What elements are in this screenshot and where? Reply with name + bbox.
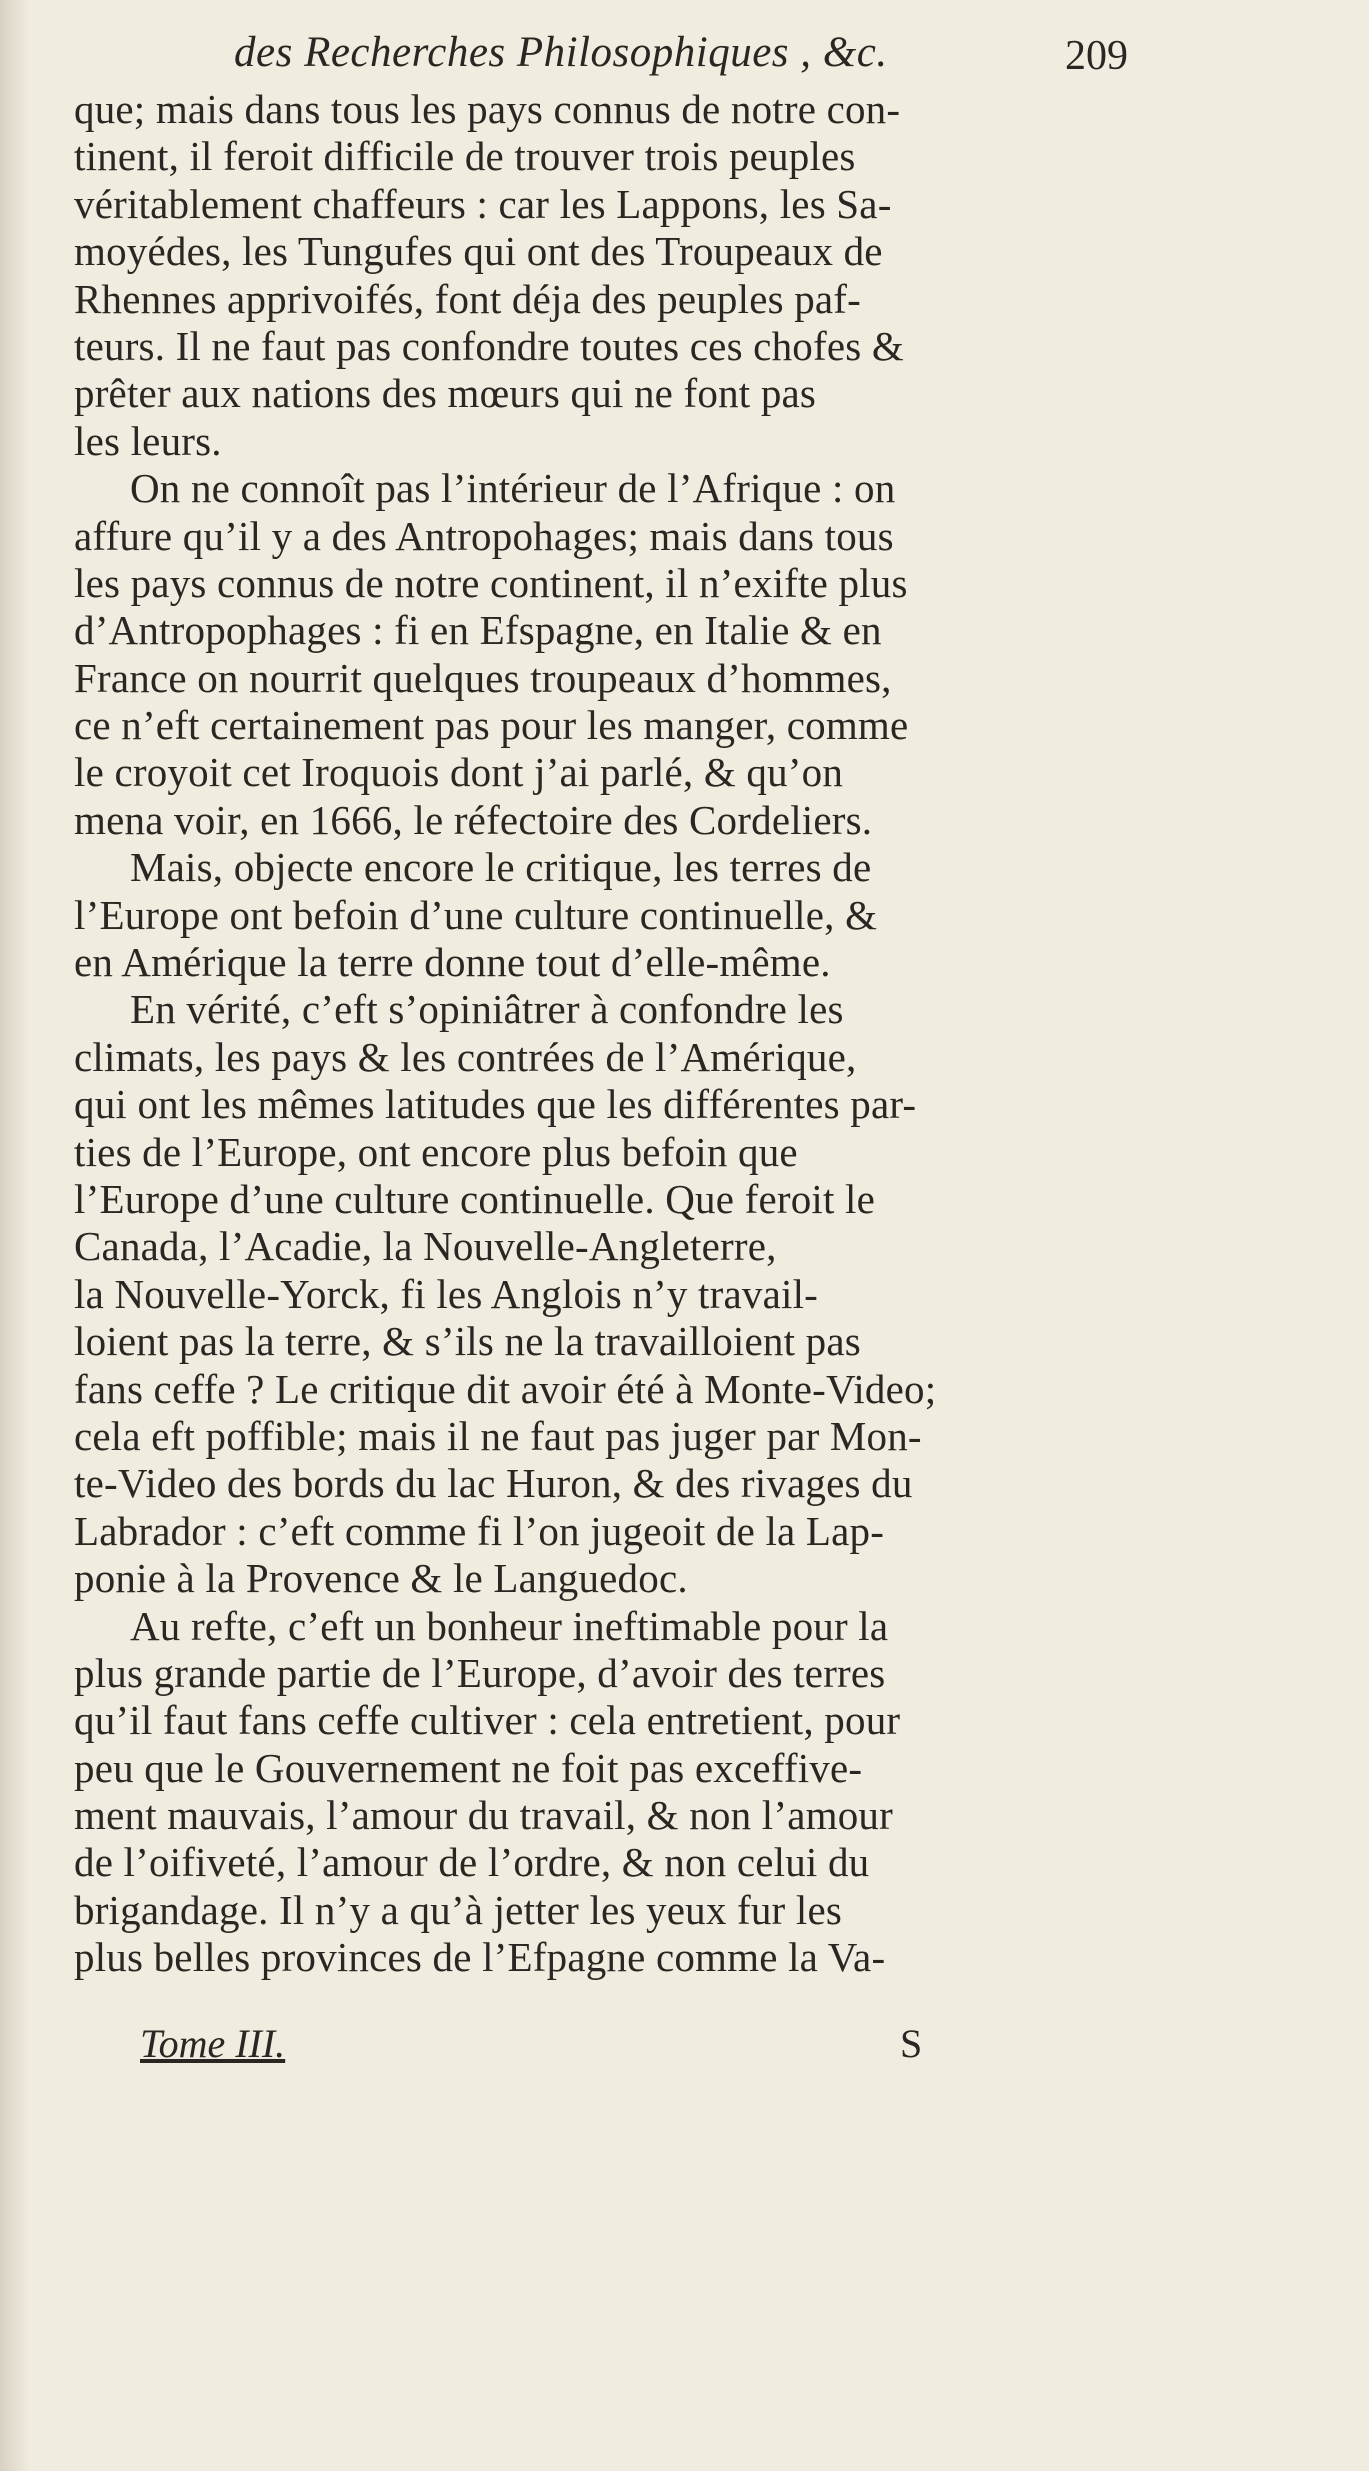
text-line: te-Video des bords du lac Huron, & des rivages du <box>74 1460 913 1507</box>
text-line: tinent, il feroit difficile de trouver trois peuples <box>74 133 856 180</box>
running-head <box>220 28 1220 92</box>
text-line: mena voir, en 1666, le réfectoire des Cordeliers. <box>74 796 873 843</box>
page-number: 209 <box>1065 33 1128 79</box>
text-line: ponie à la Provence & le Languedoc. <box>74 1555 688 1602</box>
text-line: climats, les pays & les contrées de l’Amérique, <box>74 1033 857 1080</box>
text-line: En vérité, c’eft s’opiniâtrer à confondre les <box>130 986 844 1033</box>
text-line: ment mauvais, l’amour du travail, & non l’amour <box>74 1792 893 1839</box>
running-title: des Recherches Philosophiques , &c. <box>234 29 888 76</box>
text-line: qu’il faut fans ceffe cultiver : cela entretient, pour <box>74 1697 901 1744</box>
text-line: brigandage. Il n’y a qu’à jetter les yeux fur les <box>74 1886 842 1933</box>
gutter-shadow <box>0 0 30 2471</box>
text-line: fans ceffe ? Le critique dit avoir été à Monte-Video; <box>74 1365 937 1412</box>
text-line: prêter aux nations des mœurs qui ne font pas <box>74 370 817 417</box>
text-line: les pays connus de notre continent, il n’exifte plus <box>74 559 908 606</box>
text-line: la Nouvelle-Yorck, fi les Anglois n’y travail- <box>74 1270 819 1317</box>
text-line: que; mais dans tous les pays connus de notre con- <box>74 86 901 132</box>
text-line: France on nourrit quelques troupeaux d’hommes, <box>74 654 892 701</box>
text-line: Labrador : c’eft comme fi l’on jugeoit de la Lap- <box>74 1507 885 1554</box>
text-line: d’Antropophages : fi en Efspagne, en Italie & en <box>74 607 882 654</box>
text-line: de l’oifiveté, l’amour de l’ordre, & non celui du <box>74 1839 870 1886</box>
text-line: plus belles provinces de l’Efpagne comme la Va- <box>74 1934 886 1981</box>
text-line: moyédes, les Tungufes qui ont des Troupeaux de <box>74 228 883 275</box>
text-line: qui ont les mêmes latitudes que les différentes par- <box>74 1081 917 1128</box>
text-line: teurs. Il ne faut pas confondre toutes ces chofes & <box>74 322 904 369</box>
page-footer <box>120 2020 1020 2070</box>
text-line: Mais, objecte encore le critique, les terres de <box>130 844 872 891</box>
text-line: le croyoit cet Iroquois dont j’ai parlé, & qu’on <box>74 749 844 796</box>
text-line: Rhennes apprivoifés, font déja des peuples paf- <box>74 275 862 322</box>
signature-mark: S <box>900 2021 923 2066</box>
text-line: l’Europe ont befoin d’une culture continuelle, & <box>74 891 878 938</box>
text-line: les leurs. <box>74 417 222 464</box>
text-line: On ne connoît pas l’intérieur de l’Afrique : on <box>130 465 896 512</box>
text-line: en Amérique la terre donne tout d’elle-même. <box>74 939 831 986</box>
text-line: Canada, l’Acadie, la Nouvelle-Angleterre, <box>74 1223 777 1270</box>
text-line: cela eft poffible; mais il ne faut pas juger par Mon- <box>74 1412 922 1459</box>
volume-label: Tome III. <box>140 2021 286 2066</box>
body-text <box>74 86 1174 1982</box>
text-line: l’Europe d’une culture continuelle. Que feroit le <box>74 1175 876 1222</box>
text-line: affure qu’il y a des Antropohages; mais dans tous <box>74 512 894 559</box>
text-line: plus grande partie de l’Europe, d’avoir des terres <box>74 1649 886 1696</box>
text-line: véritablement chaffeurs : car les Lappons, les Sa- <box>74 180 892 227</box>
text-line: ties de l’Europe, ont encore plus befoin que <box>74 1128 798 1175</box>
text-line: loient pas la terre, & s’ils ne la travailloient pas <box>74 1318 861 1365</box>
text-line: peu que le Gouvernement ne foit pas exceffive- <box>74 1744 863 1791</box>
text-line: Au refte, c’eft un bonheur ineftimable pour la <box>130 1602 889 1649</box>
text-line: ce n’eft certainement pas pour les manger, comme <box>74 702 909 749</box>
